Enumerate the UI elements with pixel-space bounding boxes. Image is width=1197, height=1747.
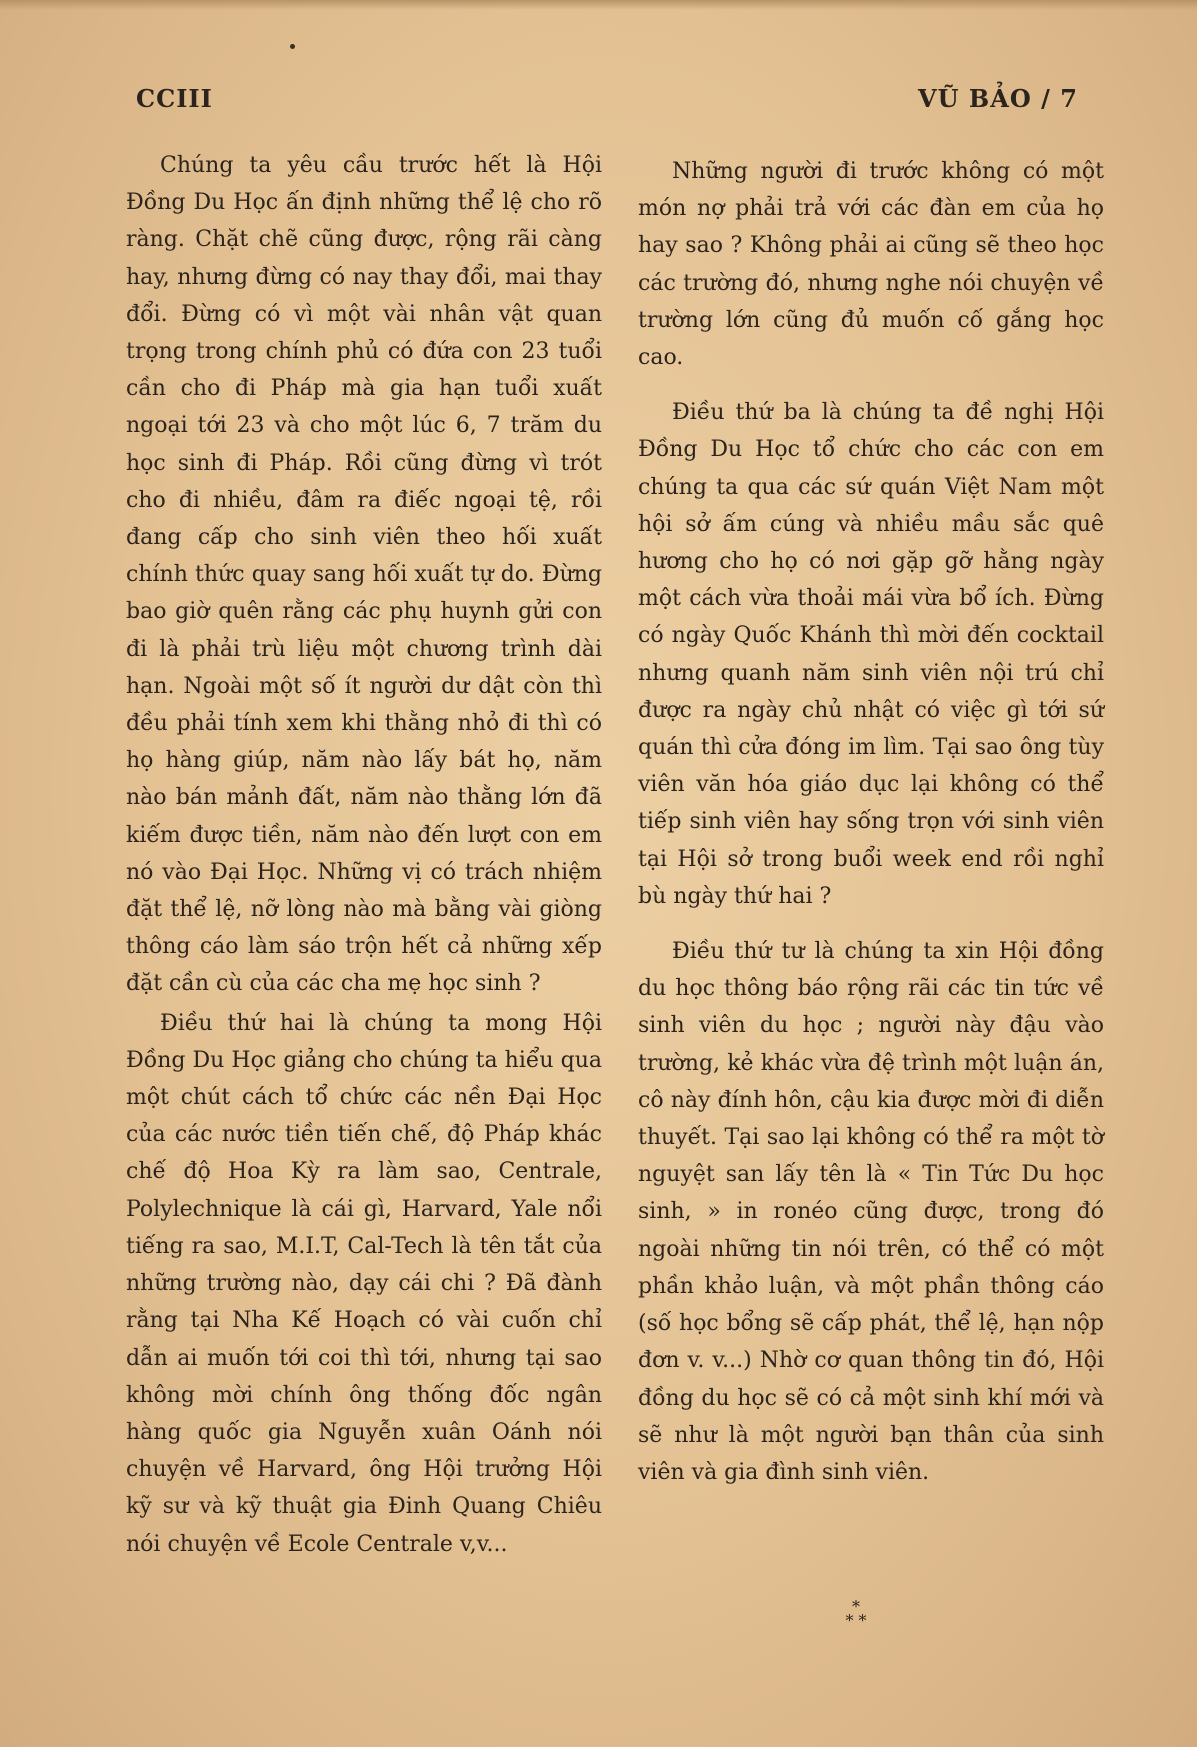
paragraph: Điều thứ hai là chúng ta mong Hội Đồng Du Học giảng cho chúng ta hiểu qua một chút cách tổ chức các nền Đại Học của các nước tiền tiến chế, độ Pháp khác chế độ Hoa Kỳ ra làm sao, Centrale, Polylechnique là cái gì, Harvard, Yale nổi tiếng ra sao, M.I.T, Cal-Tech là tên tắt của những trường nào, dạy cái chi ? Đã đành rằng tại Nha Kế Hoạch có vài cuốn chỉ dẫn ai muốn tới coi thì tới, nhưng tại sao không mời chính ông thống đốc ngân hàng quốc gia Nguyễn xuân Oánh nói chuyện về Harvard, ông Hội trưởng Hội kỹ sư và kỹ thuật gia Đinh Quang Chiêu nói chuyện về Ecole Centrale v,v... bbox=[126, 1010, 602, 1557]
section-end-asterism: * * * bbox=[845, 1597, 867, 1630]
right-column bbox=[638, 153, 1104, 1491]
page-header-author-page: VŨ BẢO / 7 bbox=[918, 84, 1078, 113]
paragraph: Điều thứ ba là chúng ta đề nghị Hội Đồng Du Học tổ chức cho các con em chúng ta qua các sứ quán Việt Nam một hội sở ấm cúng và nhiều mầu sắc quê hương cho họ có nơi gặp gỡ hằng ngày một cách vừa thoải mái vừa bổ ích. Đừng có ngày Quốc Khánh thì mời đến cocktail nhưng quanh năm sinh viên nội trú chỉ được ra ngày chủ nhật có việc gì tới sứ quán thì cửa đóng im lìm. Tại sao ông tùy viên văn hóa giáo dục lại không có thể tiếp sinh viên hay sống trọn với sinh viên tại Hội sở trong buổi week end rồi nghỉ bù ngày thứ hai ? bbox=[638, 400, 1104, 909]
paragraph: Những người đi trước không có một món nợ phải trả với các đàn em của họ hay sao ? Không phải ai cũng sẽ theo học các trường đó, nhưng nghe nói chuyện về trường lớn cũng đủ muốn cố gắng học cao. bbox=[638, 159, 1104, 371]
print-speck bbox=[290, 44, 295, 49]
paragraph: Chúng ta yêu cầu trước hết là Hội Đồng Du Học ấn định những thể lệ cho rõ ràng. Chặt chẽ cũng được, rộng rãi càng hay, nhưng đừng có nay thay đổi, mai thay đổi. Đừng có vì một vài nhân vật quan trọng trong chính phủ có đứa con 23 tuổi cần cho đi Pháp mà gia hạn tuổi xuất ngoại tới 23 và cho một lúc 6, 7 trăm du học sinh đi Pháp. Rồi cũng đừng vì trót cho đi nhiều, đâm ra điếc ngoại tệ, rồi đang cấp cho sinh viên theo hối xuất chính thức quay sang hối xuất tự do. Đừng bao giờ quên rằng các phụ huynh gửi con đi là phải trù liệu một chương trình dài hạn. Ngoài một số ít người dư dật còn thì đều phải tính xem khi thằng nhỏ đi thì có họ hàng giúp, năm nào lấy bát họ, năm nào bán mảnh đất, năm nào thằng lớn đã kiếm được tiền, năm nào đến lượt con em nó vào Đại Học. Những vị có trách nhiệm đặt thể lệ, nỡ lòng nào mà bằng vài giòng thông cáo làm sáo trộn hết cả những xếp đặt cần cù của các cha mẹ học sinh ? bbox=[126, 153, 602, 997]
paragraph: Điều thứ tư là chúng ta xin Hội đồng du học thông báo rộng rãi các tin tức về sinh viên du học ; người này đậu vào trường, kẻ khác vừa đệ trình một luận án, cô này đính hôn, cậu kia được mời đi diễn thuyết. Tại sao lại không có thể ra một tờ nguyệt san lấy tên là « Tin Tức Du học sinh, » in ronéo cũng được, trong đó ngoài những tin nói trên, có thể có một phần khảo luận, và một phần thông cáo (số học bổng sẽ cấp phát, thể lệ, hạn nộp đơn v. v...) Nhờ cơ quan thông tin đó, Hội đồng du học sẽ có cả một sinh khí mới và sẽ như là một người bạn thân của sinh viên và gia đình sinh viên. bbox=[638, 939, 1104, 1485]
left-column bbox=[126, 147, 602, 1563]
page-header-section-number: CCIII bbox=[136, 84, 213, 113]
